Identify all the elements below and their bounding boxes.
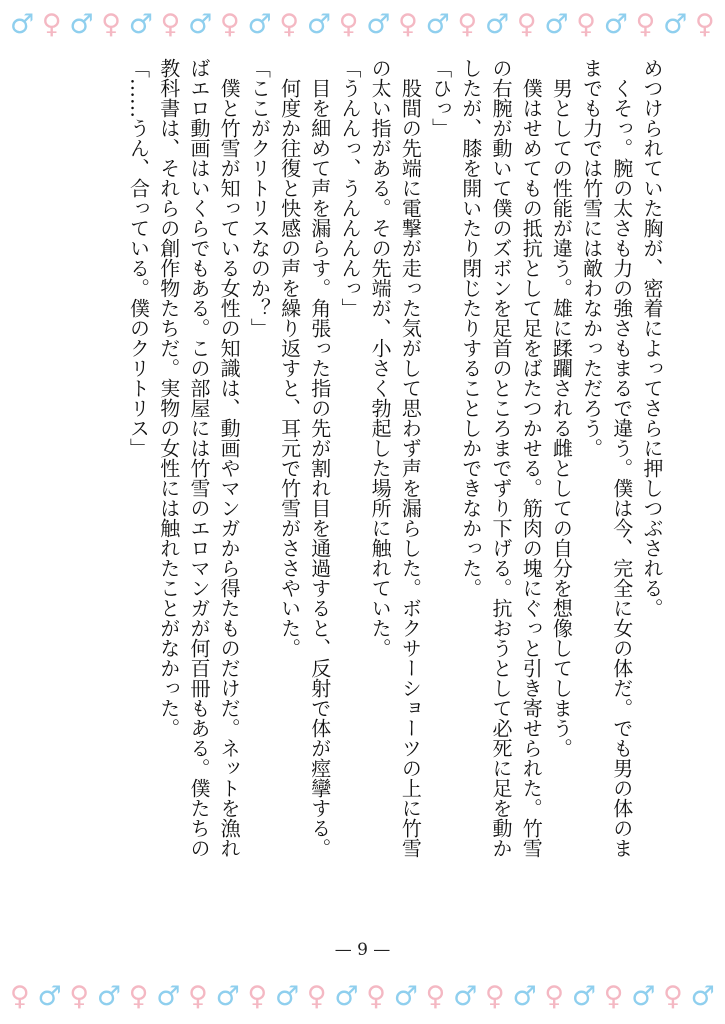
male-symbol-icon: ♂ (128, 9, 153, 40)
text-line: の右腕が動いて僕のズボンを足首のところまでずり下げる。抗おうとして必死に足を動か (488, 58, 513, 858)
bottom-border (0, 972, 725, 1022)
text-line: 「……うん、合っている。僕のクリトリス」 (126, 58, 151, 458)
page-number: — 9 — (334, 940, 391, 960)
text-line: 僕と竹雪が知っている女性の知識は、動画やマンガから得たものだけだ。ネットを漁れ (217, 58, 242, 858)
female-symbol-icon: ♀ (220, 9, 240, 40)
text-line: くそっ。腕の太さも力の強さもまるで違う。僕は今、完全に女の体だ。でも男の体のま (609, 58, 634, 858)
female-symbol-icon: ♀ (398, 9, 418, 40)
text-line: 何度か往復と快感の声を繰り返すと、耳元で竹雪がささやいた。 (277, 58, 302, 658)
female-symbol-icon: ♀ (247, 981, 268, 1012)
text-line: までも力では竹雪には敵わなかっただろう。 (579, 58, 604, 458)
female-symbol-icon: ♀ (544, 981, 565, 1012)
text-line: 教科書は、それらの創作物たちだ。実物の女性には触れたことがなかった。 (156, 58, 181, 738)
female-symbol-icon: ♀ (425, 981, 446, 1012)
text-line: 目を細めて声を漏らす。角張った指の先が割れ目を通過すると、反射で体が痙攣する。 (307, 58, 332, 858)
body-text (123, 58, 667, 918)
female-symbol-icon: ♀ (576, 9, 597, 40)
male-symbol-icon: ♂ (334, 981, 359, 1012)
male-symbol-icon: ♂ (631, 981, 656, 1012)
male-symbol-icon: ♂ (690, 981, 715, 1012)
female-symbol-icon: ♀ (338, 9, 359, 40)
male-symbol-icon: ♂ (247, 9, 272, 40)
male-symbol-icon: ♂ (96, 981, 122, 1012)
female-symbol-icon: ♀ (41, 9, 62, 40)
female-symbol-icon: ♀ (101, 9, 122, 40)
female-symbol-icon: ♀ (188, 981, 208, 1012)
text-line: 股間の先端に電撃が走った気がして思わず声を漏らした。ボクサーショーツの上に竹雪 (398, 58, 423, 858)
male-symbol-icon: ♂ (306, 9, 332, 40)
female-symbol-icon: ♀ (366, 981, 387, 1012)
female-symbol-icon: ♀ (306, 981, 327, 1012)
male-symbol-icon: ♂ (393, 981, 418, 1012)
male-symbol-icon: ♂ (485, 9, 510, 40)
male-symbol-icon: ♂ (571, 981, 597, 1012)
male-symbol-icon: ♂ (603, 9, 628, 40)
text-line: 「うんんっ、うんんんんっ」 (337, 58, 362, 318)
male-symbol-icon: ♂ (156, 981, 181, 1012)
male-symbol-icon: ♂ (274, 981, 300, 1012)
female-symbol-icon: ♀ (695, 9, 715, 40)
male-symbol-icon: ♂ (37, 981, 62, 1012)
text-line: したが、膝を開いたり閉じたりすることしかできなかった。 (458, 58, 483, 598)
text-line: ばエロ動画はいくらでもある。この部屋には竹雪のエロマンガが何百冊もある。僕たちの (186, 58, 211, 858)
female-symbol-icon: ♀ (69, 981, 90, 1012)
text-line: 男としての性能が違う。雄に蹂躙される雌としての自分を想像してしまう。 (549, 58, 574, 758)
female-symbol-icon: ♀ (10, 981, 30, 1012)
female-symbol-icon: ♀ (160, 9, 181, 40)
top-border (0, 0, 725, 50)
female-symbol-icon: ♀ (128, 981, 149, 1012)
male-symbol-icon: ♂ (215, 981, 240, 1012)
male-symbol-icon: ♂ (10, 9, 35, 40)
male-symbol-icon: ♂ (544, 9, 569, 40)
female-symbol-icon: ♀ (516, 9, 537, 40)
female-symbol-icon: ♀ (457, 9, 478, 40)
male-symbol-icon: ♂ (188, 9, 213, 40)
male-symbol-icon: ♂ (453, 981, 478, 1012)
text-line: 「ここがクリトリスなのか？」 (247, 58, 272, 338)
male-symbol-icon: ♂ (512, 981, 537, 1012)
female-symbol-icon: ♀ (279, 9, 300, 40)
male-symbol-icon: ♂ (366, 9, 391, 40)
text-line: めつけられていた胸が、密着によってさらに押しつぶされる。 (640, 58, 664, 618)
male-symbol-icon: ♂ (425, 9, 450, 40)
text-line: 「ひっ」 (428, 58, 453, 138)
female-symbol-icon: ♀ (603, 981, 624, 1012)
male-symbol-icon: ♂ (69, 9, 94, 40)
female-symbol-icon: ♀ (635, 9, 656, 40)
female-symbol-icon: ♀ (663, 981, 683, 1012)
text-line: 僕はせめてもの抵抗として足をばたつかせる。筋肉の塊にぐっと引き寄せられた。竹雪 (519, 58, 544, 858)
female-symbol-icon: ♀ (485, 981, 505, 1012)
text-line: の太い指がある。その先端が、小さく勃起した場所に触れていた。 (368, 58, 393, 658)
male-symbol-icon: ♂ (663, 9, 688, 40)
